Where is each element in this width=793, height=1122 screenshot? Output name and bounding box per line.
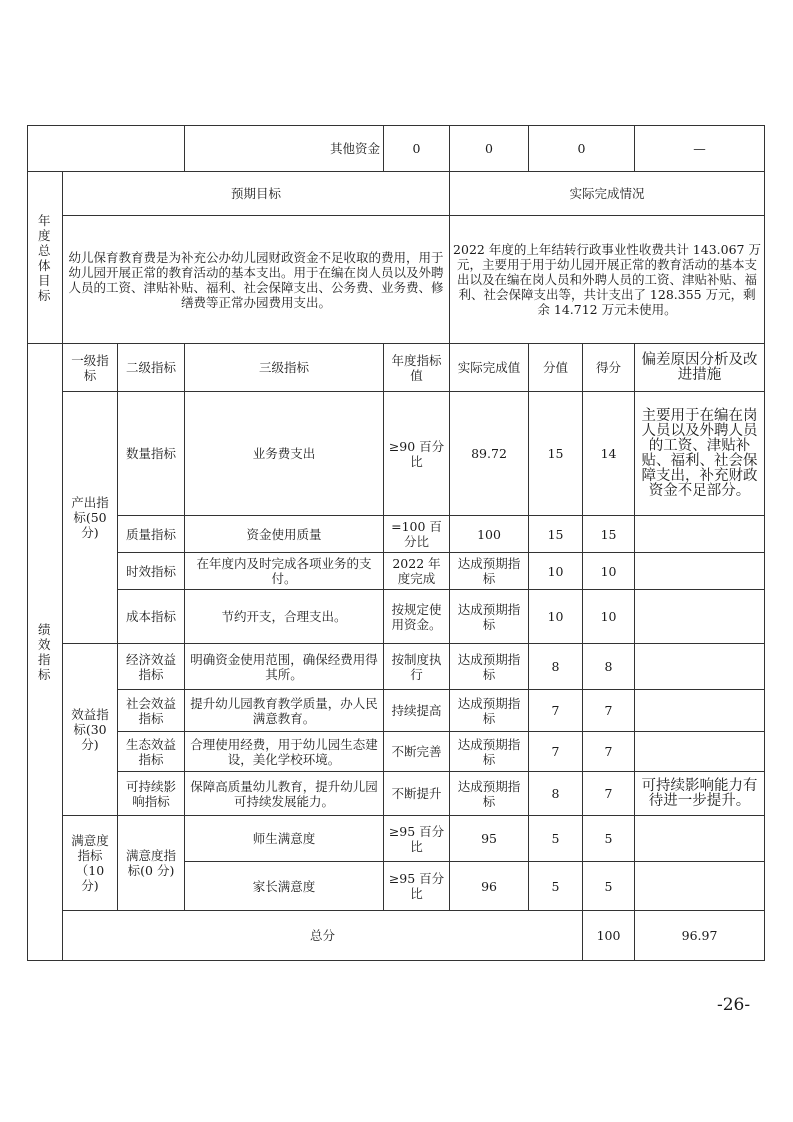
row-note — [635, 732, 765, 772]
annual-content-row — [28, 216, 765, 344]
row-l2: 经济效益指标 — [118, 644, 185, 690]
row-target: 不断提升 — [384, 772, 450, 816]
row-note: 可持续影响能力有待进一步提升。 — [635, 772, 765, 816]
header-l1: 一级指标 — [63, 344, 118, 392]
row-got: 7 — [583, 690, 635, 732]
row-l3: 家长满意度 — [185, 862, 384, 911]
satisfaction-label: 满意度指标（10 分) — [63, 816, 118, 911]
table-row — [28, 690, 765, 732]
row-got: 7 — [583, 772, 635, 816]
row-actual: 达成预期指标 — [450, 732, 529, 772]
row-target: =100 百分比 — [384, 516, 450, 553]
row-score: 15 — [529, 516, 583, 553]
table-row — [28, 392, 765, 516]
row-target: 不断完善 — [384, 732, 450, 772]
page-number: -26- — [717, 995, 751, 1015]
row-score: 8 — [529, 644, 583, 690]
annual-section-label: 年度总体目标 — [28, 172, 63, 344]
row-score: 7 — [529, 732, 583, 772]
header-l3: 三级指标 — [185, 344, 384, 392]
perf-section-label: 绩效指标 — [28, 344, 63, 961]
row-target: 按制度执行 — [384, 644, 450, 690]
row-actual: 达成预期指标 — [450, 553, 529, 590]
total-got: 96.97 — [635, 911, 765, 961]
row-l2: 质量指标 — [118, 516, 185, 553]
row-l2: 生态效益指标 — [118, 732, 185, 772]
row-note — [635, 816, 765, 862]
header-actual: 实际完成值 — [450, 344, 529, 392]
total-row — [28, 911, 765, 961]
row-actual: 达成预期指标 — [450, 772, 529, 816]
table-row — [28, 553, 765, 590]
row-l3: 在年度内及时完成各项业务的支付。 — [185, 553, 384, 590]
row-note — [635, 590, 765, 644]
satisfaction-sub-label: 满意度指标(0 分) — [118, 816, 185, 911]
row-note — [635, 553, 765, 590]
row-score: 15 — [529, 392, 583, 516]
row-target: 按规定使用资金。 — [384, 590, 450, 644]
row-l3: 提升幼儿园教育教学质量，办人民满意教育。 — [185, 690, 384, 732]
other-funds-v2: 0 — [450, 126, 529, 172]
other-funds-v1: 0 — [384, 126, 450, 172]
row-target: 持续提高 — [384, 690, 450, 732]
table-row — [28, 772, 765, 816]
row-note — [635, 862, 765, 911]
row-got: 8 — [583, 644, 635, 690]
table-row — [28, 516, 765, 553]
row-l3: 节约开支，合理支出。 — [185, 590, 384, 644]
row-got: 7 — [583, 732, 635, 772]
perf-header-row — [28, 344, 765, 392]
row-l2: 成本指标 — [118, 590, 185, 644]
row-score: 5 — [529, 816, 583, 862]
header-l2: 二级指标 — [118, 344, 185, 392]
annual-header-row — [28, 172, 765, 216]
row-got: 5 — [583, 862, 635, 911]
row-actual: 96 — [450, 862, 529, 911]
other-funds-label: 其他资金 — [185, 126, 384, 172]
row-actual: 100 — [450, 516, 529, 553]
row-got: 14 — [583, 392, 635, 516]
row-note — [635, 516, 765, 553]
table-row — [28, 644, 765, 690]
row-l3: 业务费支出 — [185, 392, 384, 516]
total-label: 总分 — [63, 911, 583, 961]
row-l2: 时效指标 — [118, 553, 185, 590]
row-note — [635, 690, 765, 732]
actual-text: 2022 年度的上年结转行政事业性收费共计 143.067 万元，主要用于用于幼儿园开展正常的教育活动的基本支出以及在编在岗人员和外聘人员的工资、津贴补贴、福利、社会保障支出等，共计支出了 128.355 万元，剩余 14.712 万元未使用。 — [450, 216, 765, 344]
row-l3: 资金使用质量 — [185, 516, 384, 553]
row-target: ≥95 百分比 — [384, 816, 450, 862]
total-score: 100 — [583, 911, 635, 961]
expected-header: 预期目标 — [63, 172, 450, 216]
row-note — [635, 644, 765, 690]
row-score: 10 — [529, 590, 583, 644]
row-actual: 达成预期指标 — [450, 690, 529, 732]
header-score: 分值 — [529, 344, 583, 392]
other-funds-v3: 0 — [529, 126, 635, 172]
row-got: 15 — [583, 516, 635, 553]
row-got: 5 — [583, 816, 635, 862]
header-note: 偏差原因分析及改进措施 — [635, 344, 765, 392]
performance-table — [27, 125, 765, 961]
other-funds-v4: — — [635, 126, 765, 172]
row-l3: 合理使用经费，用于幼儿园生态建设，美化学校环境。 — [185, 732, 384, 772]
row-got: 10 — [583, 553, 635, 590]
output-label: 产出指标(50 分) — [63, 392, 118, 644]
row-l3: 师生满意度 — [185, 816, 384, 862]
benefit-label: 效益指标(30 分) — [63, 644, 118, 816]
header-target: 年度指标值 — [384, 344, 450, 392]
row-actual: 89.72 — [450, 392, 529, 516]
row-score: 10 — [529, 553, 583, 590]
row-actual: 95 — [450, 816, 529, 862]
row-actual: 达成预期指标 — [450, 644, 529, 690]
table-row — [28, 590, 765, 644]
expected-text: 幼儿保育教育费是为补充公办幼儿园财政资金不足收取的费用，用于幼儿园开展正常的教育活动的基本支出。用于在编在岗人员以及外聘人员的工资、津贴补贴、福利、社会保障支出、公务费、业务费、修缮费等正常办园费用支出。 — [63, 216, 450, 344]
row-target: 2022 年度完成 — [384, 553, 450, 590]
row-target: ≥90 百分比 — [384, 392, 450, 516]
table-row — [28, 816, 765, 862]
row-actual: 达成预期指标 — [450, 590, 529, 644]
row-score: 8 — [529, 772, 583, 816]
row-l3: 明确资金使用范围，确保经费用得其所。 — [185, 644, 384, 690]
row-l2: 数量指标 — [118, 392, 185, 516]
row-score: 7 — [529, 690, 583, 732]
other-funds-row — [28, 126, 765, 172]
row-target: ≥95 百分比 — [384, 862, 450, 911]
row-score: 5 — [529, 862, 583, 911]
table-row — [28, 732, 765, 772]
row-l3: 保障高质量幼儿教育，提升幼儿园可持续发展能力。 — [185, 772, 384, 816]
row-l2: 社会效益指标 — [118, 690, 185, 732]
row-l2: 可持续影响指标 — [118, 772, 185, 816]
row-got: 10 — [583, 590, 635, 644]
header-got: 得分 — [583, 344, 635, 392]
actual-header: 实际完成情况 — [450, 172, 765, 216]
empty-cell — [28, 126, 185, 172]
row-note: 主要用于在编在岗人员以及外聘人员的工资、津贴补贴、福利、社会保障支出，补充财政资金不足部分。 — [635, 392, 765, 516]
